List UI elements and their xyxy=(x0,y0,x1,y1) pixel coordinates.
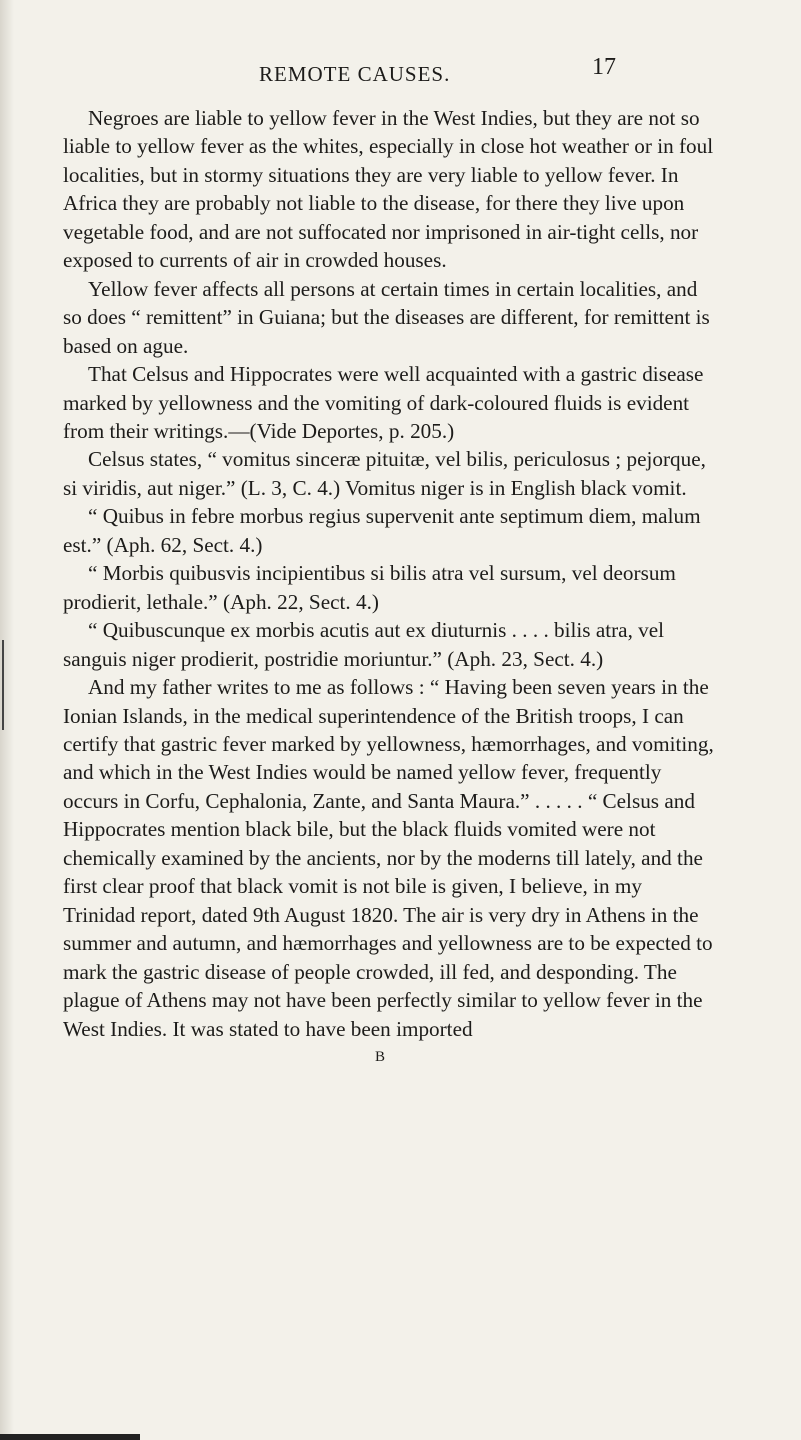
signature-mark: B xyxy=(375,1049,387,1065)
paragraph: Yellow fever affects all persons at certain times in certain localities, and so does “ remittent” in Guiana; but the diseases are different, for remittent is based on ague. xyxy=(63,276,710,358)
paragraph: “ Quibuscunque ex morbis acutis aut ex diuturnis . . . . bilis atra, vel sanguis niger prodierit, postridie moriuntur.” (Aph. 23, Sect. 4.) xyxy=(63,618,665,671)
page-number: 17 xyxy=(592,54,616,80)
margin-line xyxy=(2,640,4,730)
paragraph: That Celsus and Hippocrates were well acquainted with a gastric disease marked by yellowness and the vomiting of dark-coloured fluids is evident from their writings.—(Vide Deportes, p. 205.) xyxy=(63,362,704,443)
paragraph: “ Morbis quibusvis incipientibus si bilis atra vel sursum, vel deorsum prodierit, lethale.” (Aph. 22, Sect. 4.) xyxy=(63,561,676,614)
paragraph: And my father writes to me as follows : “ Having been seven years in the Ionian Islands, in the medical superintendence of the British troops, I can certify that gastric fever marked by yellowness, hæmorrhages, and vomiting, and which in the West Indies would be named yellow fever, frequently occurs in Corfu, Cephalonia, Zante, and Santa Maura.” . . . . . “ Celsus and Hippocrates mention black bile, but the black fluids vomited were not chemically examined by the ancients, nor by the moderns till lately, and the first clear proof that black vomit is not bile is given, I believe, in my Trinidad report, dated 9th August 1820. The air is very dry in Athens in the summer and autumn, and hæmorrhages and yellowness are to be expected to mark the gastric disease of people crowded, ill fed, and desponding. The plague of Athens may not have been perfectly similar to yellow fever in the West Indies. It was stated to have been imported xyxy=(63,675,714,1041)
running-head: REMOTE CAUSES. xyxy=(259,62,451,86)
paragraph: “ Quibus in febre morbus regius supervenit ante septimum diem, malum est.” (Aph. 62, Sect. 4.) xyxy=(63,504,701,557)
paragraph: Celsus states, “ vomitus sinceræ pituitæ, vel bilis, periculosus ; pejorque, si viridis, aut niger.” (L. 3, C. 4.) Vomitus niger is in English black vomit. xyxy=(63,447,706,500)
paragraph: Negroes are liable to yellow fever in the West Indies, but they are not so liable to yellow fever as the whites, especially in close hot weather or in foul localities, but in stormy situations they are very liable to yellow fever. In Africa they are probably not liable to the disease, for there they live upon vegetable food, and are not suffocated nor imprisoned in air-tight cells, nor exposed to currents of air in crowded houses. xyxy=(63,106,714,273)
body-text xyxy=(63,104,718,1043)
page-bottom-edge xyxy=(0,1434,140,1440)
page-header xyxy=(0,54,801,90)
